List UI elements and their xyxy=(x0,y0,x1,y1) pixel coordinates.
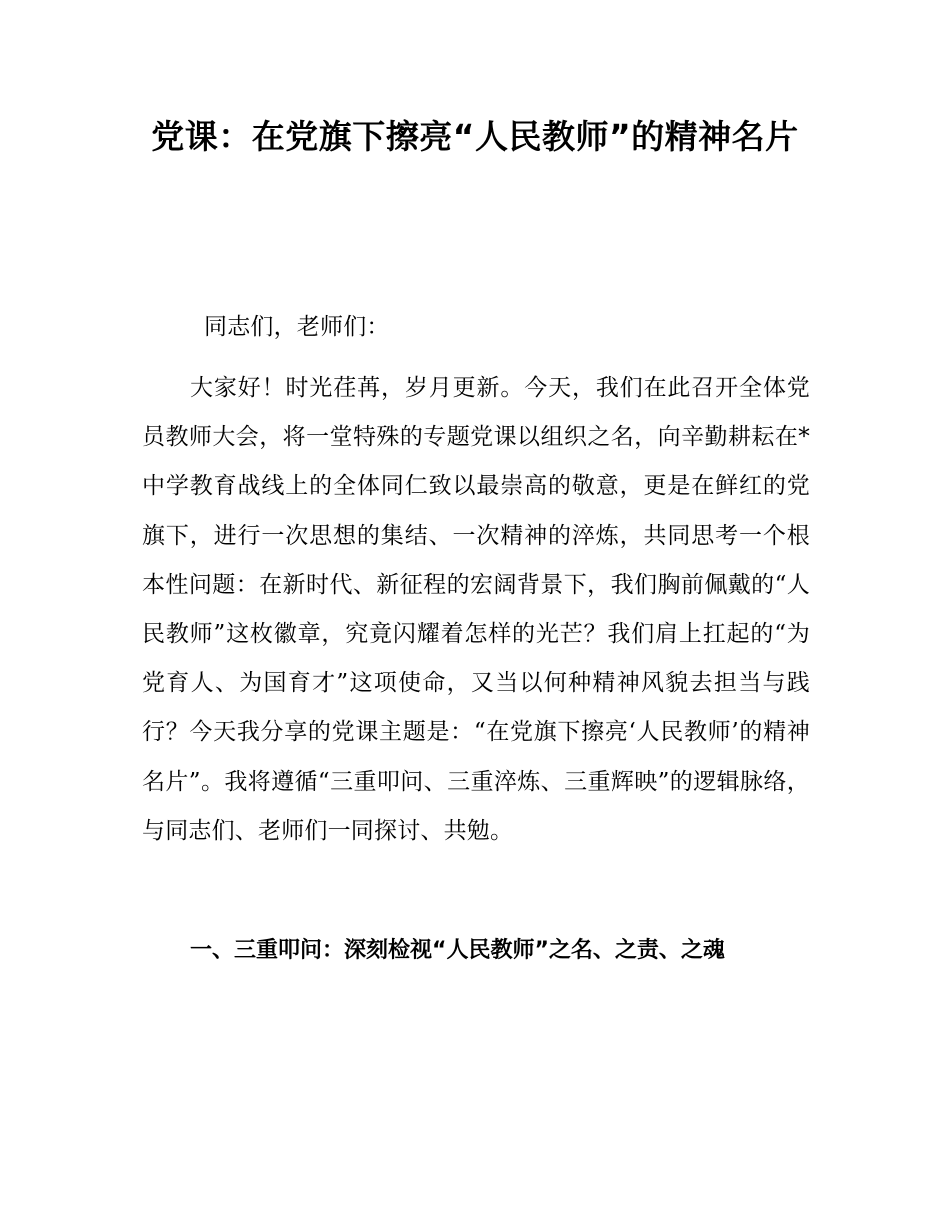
body-paragraph: 大家好！时光荏苒，岁月更新。今天，我们在此召开全体党员教师大会，将一堂特殊的专题党课以组织之名，向辛勤耕耘在*中学教育战线上的全体同仁致以最崇高的敬意，更是在鲜红的党旗下，进行一次思想的集结、一次精神的淬炼，共同思考一个根本性问题：在新时代、新征程的宏阔背景下，我们胸前佩戴的“人民教师”这枚徽章，究竟闪耀着怎样的光芒？我们肩上扛起的“为党育人、为国育才”这项使命，又当以何种精神风貌去担当与践行？今天我分享的党课主题是：“在党旗下擦亮‘人民教师’的精神名片”。我将遵循“三重叩问、三重淬炼、三重辉映”的逻辑脉络，与同志们、老师们一同探讨、共勉。 xyxy=(142,375,810,844)
salutation: 同志们，老师们： xyxy=(204,314,390,340)
document-title: 党课：在党旗下擦亮“人民教师”的精神名片 xyxy=(151,117,799,156)
section-heading: 一、三重叩问：深刻检视“人民教师”之名、之责、之魂 xyxy=(190,938,725,963)
